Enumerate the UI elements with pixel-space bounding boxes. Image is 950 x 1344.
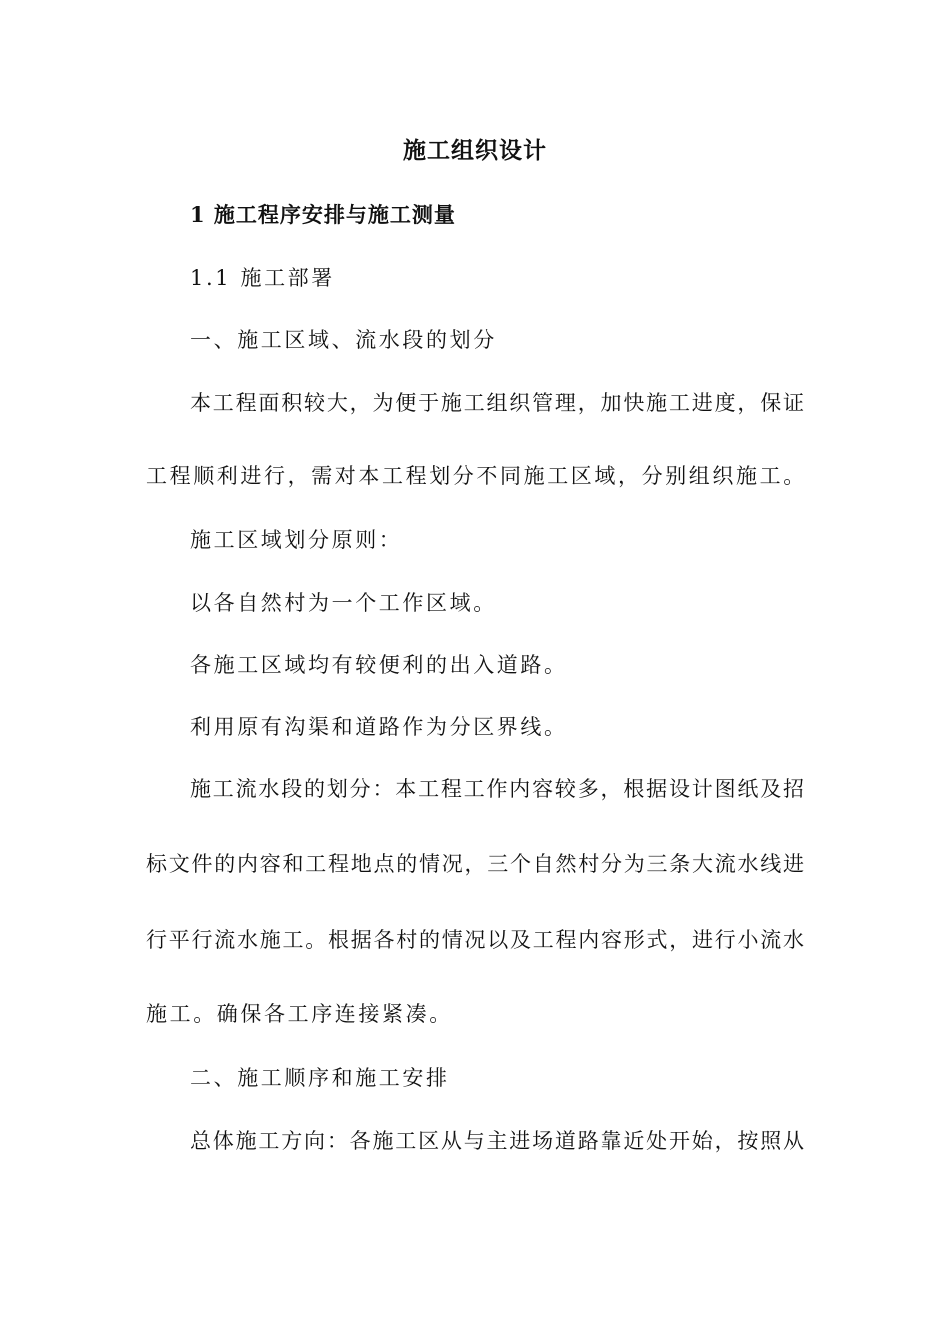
list-item: 各施工区域均有较便利的出入道路。	[190, 653, 568, 677]
paragraph-line: 施工。确保各工序连接紧凑。	[146, 1002, 453, 1026]
subsection-heading: 二、施工顺序和施工安排	[190, 1066, 450, 1090]
list-item: 以各自然村为一个工作区域。	[190, 591, 497, 615]
subsection-heading: 1.1 施工部署	[190, 266, 335, 290]
paragraph-line: 本工程面积较大，为便于施工组织管理，加快施工进度，保证	[190, 391, 804, 415]
paragraph-line: 工程顺利进行，需对本工程划分不同施工区域，分别组织施工。	[146, 464, 807, 488]
paragraph-line: 总体施工方向：各施工区从与主进场道路靠近处开始，按照从	[190, 1129, 804, 1153]
list-item: 利用原有沟渠和道路作为分区界线。	[190, 715, 568, 739]
paragraph-line: 行平行流水施工。根据各村的情况以及工程内容形式，进行小流水	[146, 928, 804, 952]
paragraph-line: 标文件的内容和工程地点的情况，三个自然村分为三条大流水线进	[146, 852, 804, 876]
paragraph-line: 施工流水段的划分：本工程工作内容较多，根据设计图纸及招	[190, 777, 804, 801]
subsection-heading: 一、施工区域、流水段的划分	[190, 328, 497, 352]
paragraph-line: 施工区域划分原则：	[190, 528, 403, 552]
section-heading: 1 施工程序安排与施工测量	[190, 202, 456, 227]
document-title: 施工组织设计	[403, 137, 547, 164]
